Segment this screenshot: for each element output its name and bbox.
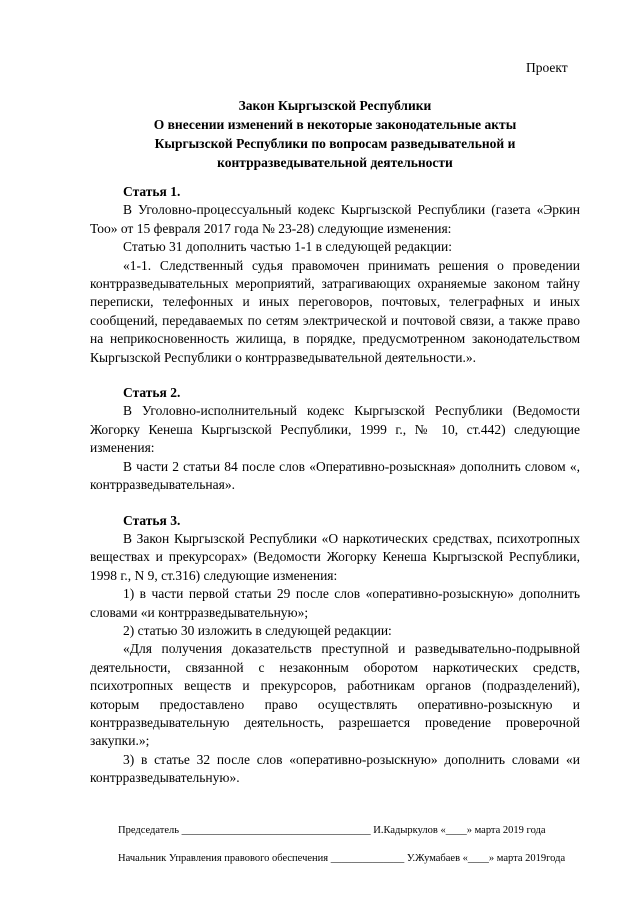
- title-line: Закон Кыргызской Республики: [238, 98, 432, 113]
- article-3-paragraph: В Закон Кыргызской Республики «О наркотических средствах, психотропных веществах и прекурсорах» (Ведомости Жогорку Кенеша Кыргызской Республики, 1998 г., N 9, ст.316) следующие изменения:: [90, 530, 580, 583]
- document-body: [90, 183, 580, 788]
- article-2-paragraph: В части 2 статьи 84 после слов «Оперативно-розыскная» дополнить словом «, контрразведывательная».: [90, 458, 580, 493]
- article-1-heading: Статья 1.: [123, 184, 181, 199]
- article-3-paragraph: 1) в части первой статьи 29 после слов «оперативно-розыскную» дополнить словами «и контрразведывательную»;: [90, 586, 580, 620]
- signature-line-legal-head: Начальник Управления правового обеспечения ______________ У.Жумабаев «____» марта 2019года: [118, 853, 566, 864]
- article-3-paragraph: «Для получения доказательств преступной и разведывательно-подрывной деятельности, связанной с незаконным оборотом наркотических средств, психотропных веществ и прекурсоров, работникам органов (подразделений), которым предоставлено право осуществлять оперативно-розыскную и контрразведывательную деятельность, разрешается проведение проверочной закупки.»;: [90, 641, 580, 749]
- article-1-paragraph: «1-1. Следственный судья правомочен принимать решения о проведении контрразведывательных мероприятий, затрагивающих охраняемые законом тайну переписки, телефонных и иных переговоров, почтовых, телеграфных и иных сообщений, передаваемых по сетям электрической и почтовой связи, а также право на неприкосновенность жилища, в порядке, предусмотренном законодательством Кыргызской Республики о контрразведывательной деятельности.».: [90, 257, 580, 365]
- article-3-paragraph: 3) в статье 32 после слов «оперативно-розыскную» дополнить словами «и контрразведывательную».: [90, 751, 580, 786]
- article-3-paragraph: 2) статью 30 изложить в следующей редакции:: [123, 622, 392, 638]
- spacer: [90, 495, 580, 512]
- article-1-paragraph: В Уголовно-процессуальный кодекс Кыргызской Республики (газета «Эркин Тоо» от 15 февраля 2017 года № 23-28) следующие изменения:: [90, 202, 580, 236]
- title-line: контрразведывательной деятельности: [217, 155, 453, 170]
- title-line: О внесении изменений в некоторые законодательные акты: [153, 117, 517, 132]
- article-3-heading: Статья 3.: [123, 512, 181, 528]
- draft-label: Проект: [526, 60, 568, 75]
- article-2-heading: Статья 2.: [123, 385, 181, 401]
- signature-line-chairman: Председатель ____________________________________ И.Кадыркулов «____» марта 2019 года: [118, 825, 546, 836]
- article-1-paragraph: Статью 31 дополнить частью 1-1 в следующей редакции:: [123, 239, 453, 255]
- document-title: [90, 96, 580, 172]
- article-2-paragraph: В Уголовно-исполнительный кодекс Кыргызской Республики (Ведомости Жогорку Кенеша Кыргызской Республики, 1999 г., № 10, ст.442) следующие изменения:: [90, 403, 580, 456]
- spacer: [90, 367, 580, 384]
- title-line: Кыргызской Республики по вопросам разведывательной и: [154, 136, 516, 151]
